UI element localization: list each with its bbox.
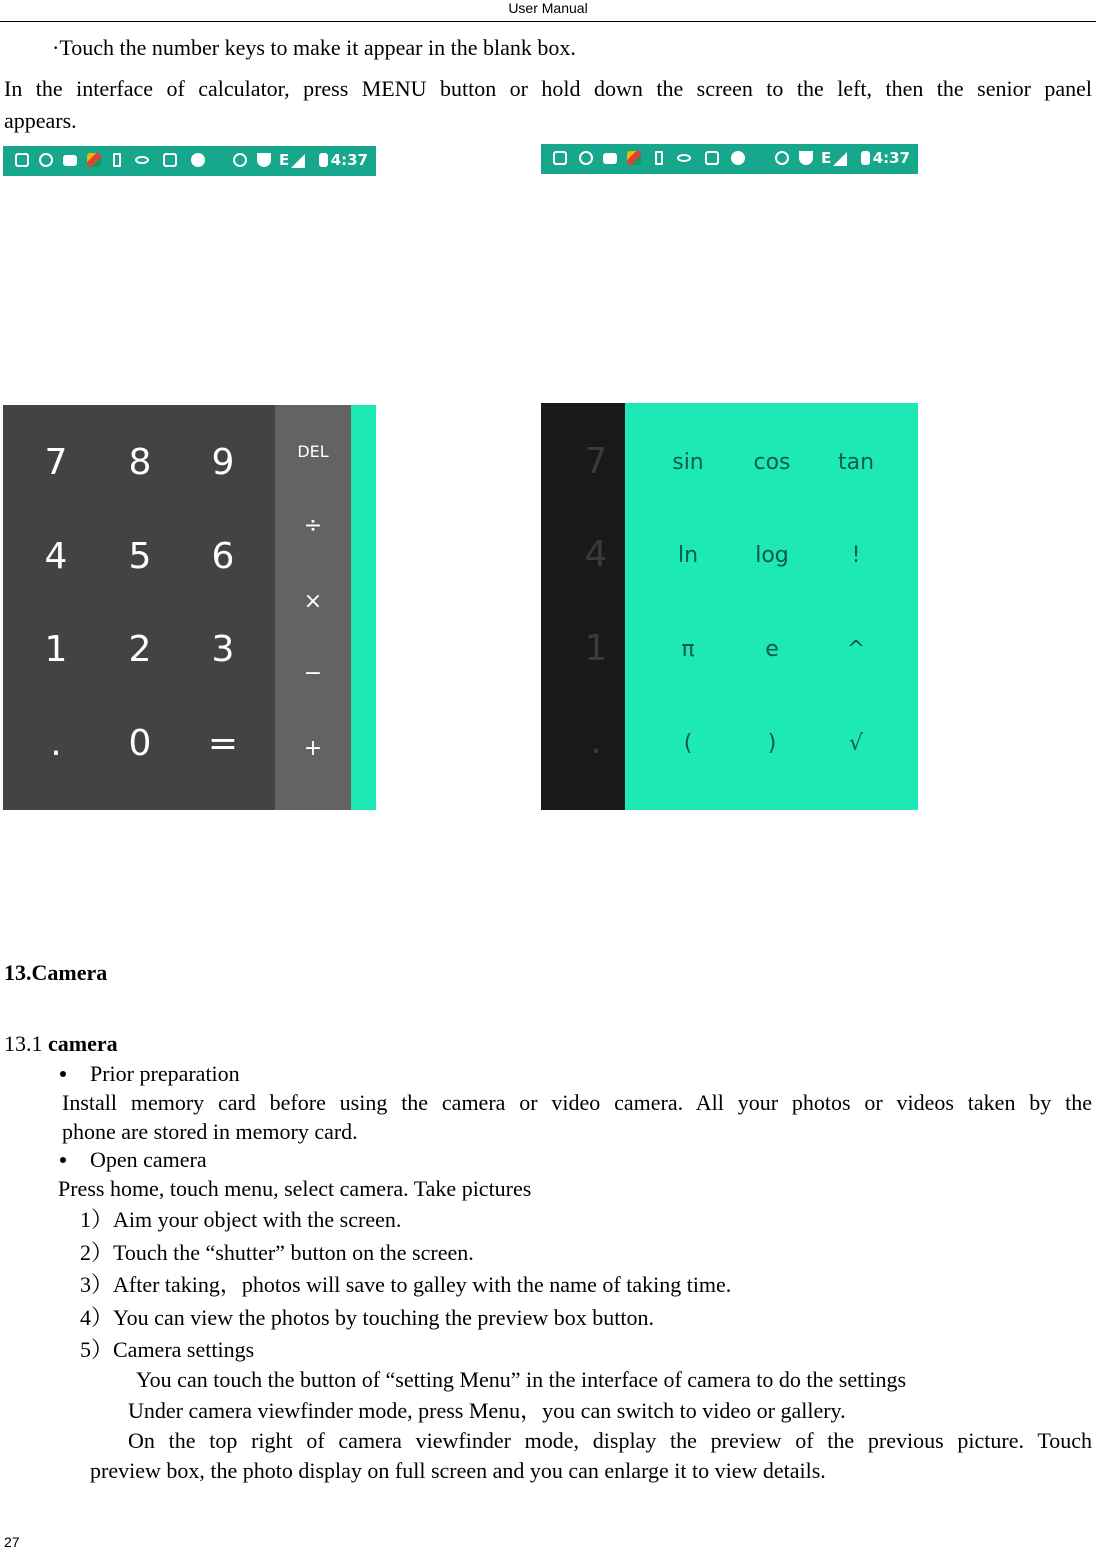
key-3[interactable]: 3	[211, 629, 235, 670]
message-icon	[705, 151, 719, 165]
key-factorial[interactable]: !	[851, 543, 861, 568]
bullet-dot	[60, 1071, 66, 1077]
settings-text-line4: preview box, the photo display on full screen and you can enlarge it to view details.	[90, 1458, 826, 1483]
dim-key-decimal: .	[590, 721, 602, 762]
key-pi[interactable]: π	[681, 637, 695, 662]
key-close-paren[interactable]: )	[767, 731, 777, 756]
signal-icon	[833, 152, 847, 166]
status-time: 4:37	[872, 149, 910, 167]
key-icon	[677, 154, 691, 162]
key-5[interactable]: 5	[128, 536, 152, 577]
battery-icon	[319, 153, 328, 167]
page-header	[0, 0, 1096, 22]
advanced-panel	[625, 403, 918, 810]
key-sin[interactable]: sin	[672, 450, 704, 475]
step-2: 2）Touch the “shutter” button on the screen.	[80, 1240, 474, 1265]
app-notification-icon	[627, 151, 641, 165]
network-type-label: E	[279, 151, 290, 169]
key-0[interactable]: 0	[128, 723, 152, 764]
calculator-display	[3, 176, 376, 405]
prior-preparation-text-line2: phone are stored in memory card.	[62, 1119, 358, 1144]
key-minus[interactable]: −	[303, 661, 323, 686]
bullet-open-camera: Open camera	[90, 1147, 207, 1172]
subsection-number: 13.1	[4, 1031, 48, 1056]
bullet-prior-preparation: Prior preparation	[90, 1061, 240, 1086]
status-time: 4:37	[330, 151, 368, 169]
status-bar	[3, 146, 376, 176]
key-multiply[interactable]: ×	[303, 589, 323, 614]
key-cos[interactable]: cos	[753, 450, 791, 475]
key-e[interactable]: e	[765, 637, 779, 662]
battery-icon	[861, 151, 870, 165]
key-sqrt[interactable]: √	[848, 731, 864, 756]
page-number: 27	[4, 1534, 20, 1550]
dim-key-7: 7	[584, 441, 608, 482]
key-ln[interactable]: ln	[677, 543, 699, 568]
key-power[interactable]: ^	[846, 637, 866, 662]
android-debug-icon	[731, 151, 745, 165]
alarm-icon	[39, 153, 53, 167]
step-4: 4）You can view the photos by touching the preview box button.	[80, 1305, 654, 1330]
dim-key-4: 4	[584, 534, 608, 575]
key-1[interactable]: 1	[44, 629, 68, 670]
settings-text-line3: On the top right of camera viewfinder mode, display the preview of the previous picture. Touch	[128, 1428, 1092, 1453]
key-equals[interactable]: =	[207, 723, 239, 764]
network-type-label: E	[821, 149, 832, 167]
settings-text-line2: Under camera viewfinder mode, press Menu，you can switch to video or gallery.	[128, 1398, 846, 1423]
android-debug-icon	[191, 153, 205, 167]
key-plus[interactable]: +	[303, 736, 323, 761]
status-bar	[541, 144, 918, 174]
intro-paragraph-line1: In the interface of calculator, press MENU button or hold down the screen to the left, then the senior panel	[4, 76, 1092, 101]
dimmed-digit-pad	[541, 403, 625, 810]
subsection-heading	[4, 1029, 118, 1058]
intro-paragraph-line2: appears.	[4, 108, 77, 133]
wifi-icon	[799, 151, 813, 165]
gallery-notification-icon	[553, 151, 567, 165]
section-heading: 13.Camera	[4, 960, 108, 985]
intro-line: ·Touch the number keys to make it appear in the blank box.	[52, 35, 576, 60]
open-camera-text: Press home, touch menu, select camera. Take pictures	[58, 1176, 532, 1201]
prior-preparation-text-line1: Install memory card before using the camera or video camera. All your photos or videos taken by the	[62, 1090, 1092, 1115]
key-divide[interactable]: ÷	[303, 513, 323, 538]
step-1: 1）Aim your object with the screen.	[80, 1207, 402, 1232]
key-log[interactable]: log	[755, 543, 789, 568]
key-4[interactable]: 4	[44, 536, 68, 577]
step-5: 5）Camera settings	[80, 1337, 255, 1362]
advanced-panel-handle[interactable]	[351, 405, 376, 810]
calculator-advanced-screenshot	[541, 144, 918, 810]
key-tan[interactable]: tan	[837, 450, 875, 475]
wifi-icon	[257, 153, 271, 167]
key-6[interactable]: 6	[211, 536, 235, 577]
alarm-icon	[579, 151, 593, 165]
operator-pad	[275, 405, 351, 810]
mail-icon	[63, 155, 77, 166]
key-open-paren[interactable]: (	[683, 731, 693, 756]
key-7[interactable]: 7	[44, 442, 68, 483]
alarm-status-icon	[233, 153, 247, 167]
usb-icon	[655, 151, 663, 165]
subsection-title: camera	[48, 1031, 118, 1056]
key-9[interactable]: 9	[211, 442, 235, 483]
key-8[interactable]: 8	[128, 442, 152, 483]
app-notification-icon	[87, 153, 101, 167]
gallery-notification-icon	[15, 153, 29, 167]
calculator-display	[541, 174, 918, 403]
key-decimal[interactable]: .	[50, 723, 62, 764]
step-3: 3）After taking，photos will save to galley with the name of taking time.	[80, 1272, 732, 1297]
settings-text-line1: You can touch the button of “setting Menu” in the interface of camera to do the settings	[136, 1367, 906, 1392]
key-icon	[135, 156, 149, 164]
usb-icon	[113, 153, 121, 167]
signal-icon	[291, 154, 305, 168]
key-2[interactable]: 2	[128, 629, 152, 670]
bullet-dot	[60, 1157, 66, 1163]
key-delete[interactable]: DEL	[297, 442, 329, 461]
alarm-status-icon	[775, 151, 789, 165]
mail-icon	[603, 153, 617, 164]
header-title: User Manual	[508, 0, 588, 16]
digit-pad	[3, 405, 275, 810]
dim-key-1: 1	[584, 628, 608, 669]
calculator-basic-screenshot	[3, 146, 376, 810]
message-icon	[163, 153, 177, 167]
